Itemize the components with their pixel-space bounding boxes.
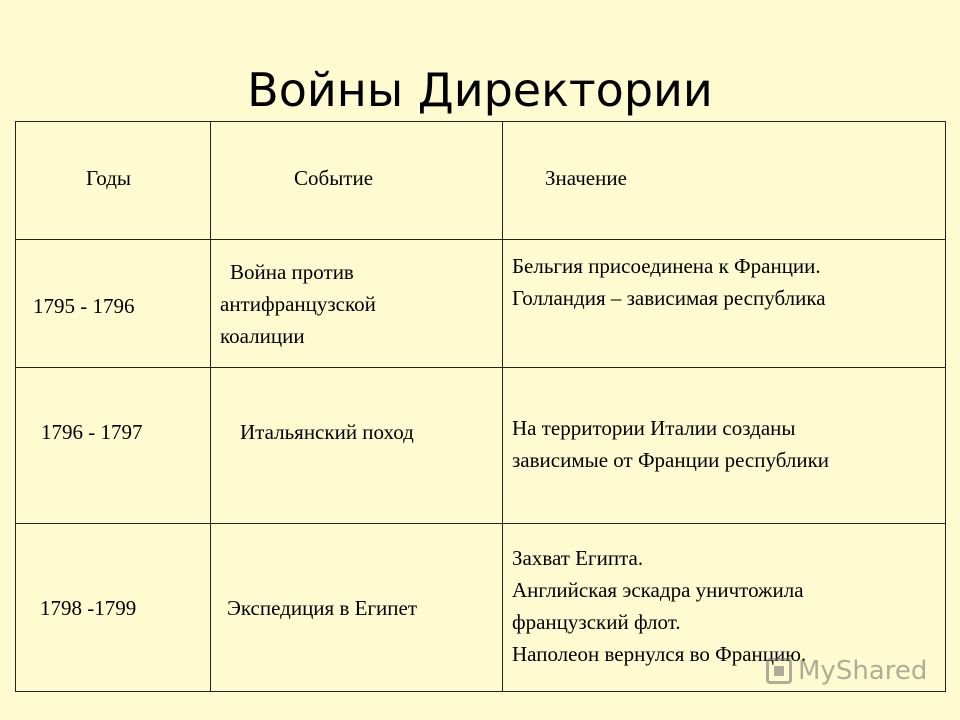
meaning-text [503,542,945,670]
meaning-line: Голландия – зависимая республика [512,285,826,310]
cell-years [16,368,211,524]
table-row [16,240,946,368]
cell-event [211,524,503,692]
cell-meaning [503,240,946,368]
wars-table [15,121,946,692]
meaning-line: Английская эскадра уничтожила [512,578,804,602]
cell-meaning [503,368,946,524]
presentation-icon [766,658,792,684]
event-line: Война против [230,259,354,284]
header-event: Событие [294,166,374,190]
event-text [211,416,502,448]
event-text [211,592,502,624]
header-cell-event [211,122,503,240]
cell-years [16,524,211,692]
table-header-row [16,122,946,240]
meaning-text [503,412,945,476]
event-text [211,256,502,352]
cell-years [16,240,211,368]
meaning-line: На территории Италии созданы [512,416,796,440]
event-line: коалиции [220,323,305,348]
event-line: Итальянский поход [240,419,414,444]
years-text: 1798 -1799 [40,595,137,620]
table-row [16,368,946,524]
meaning-line: французский флот. [512,610,681,634]
cell-event [211,240,503,368]
meaning-line: Наполеон вернулся во Францию. [512,642,807,666]
years-text: 1796 - 1797 [41,419,143,444]
slide-title: Войны Директории [247,63,713,117]
meaning-line: Бельгия присоединена к Франции. [512,253,821,278]
event-line: Экспедиция в Египет [227,595,418,620]
header-cell-years [16,122,211,240]
cell-event [211,368,503,524]
meaning-line: Захват Египта. [512,546,644,570]
header-years: Годы [86,166,131,190]
watermark-text: MyShared [798,656,928,686]
header-meaning: Значение [545,166,627,190]
meaning-text [503,250,945,314]
header-cell-meaning [503,122,946,240]
event-line: антифранцузской [220,291,376,316]
years-text: 1795 - 1796 [33,293,135,318]
watermark [766,656,927,686]
meaning-line: зависимые от Франции республики [512,448,830,472]
